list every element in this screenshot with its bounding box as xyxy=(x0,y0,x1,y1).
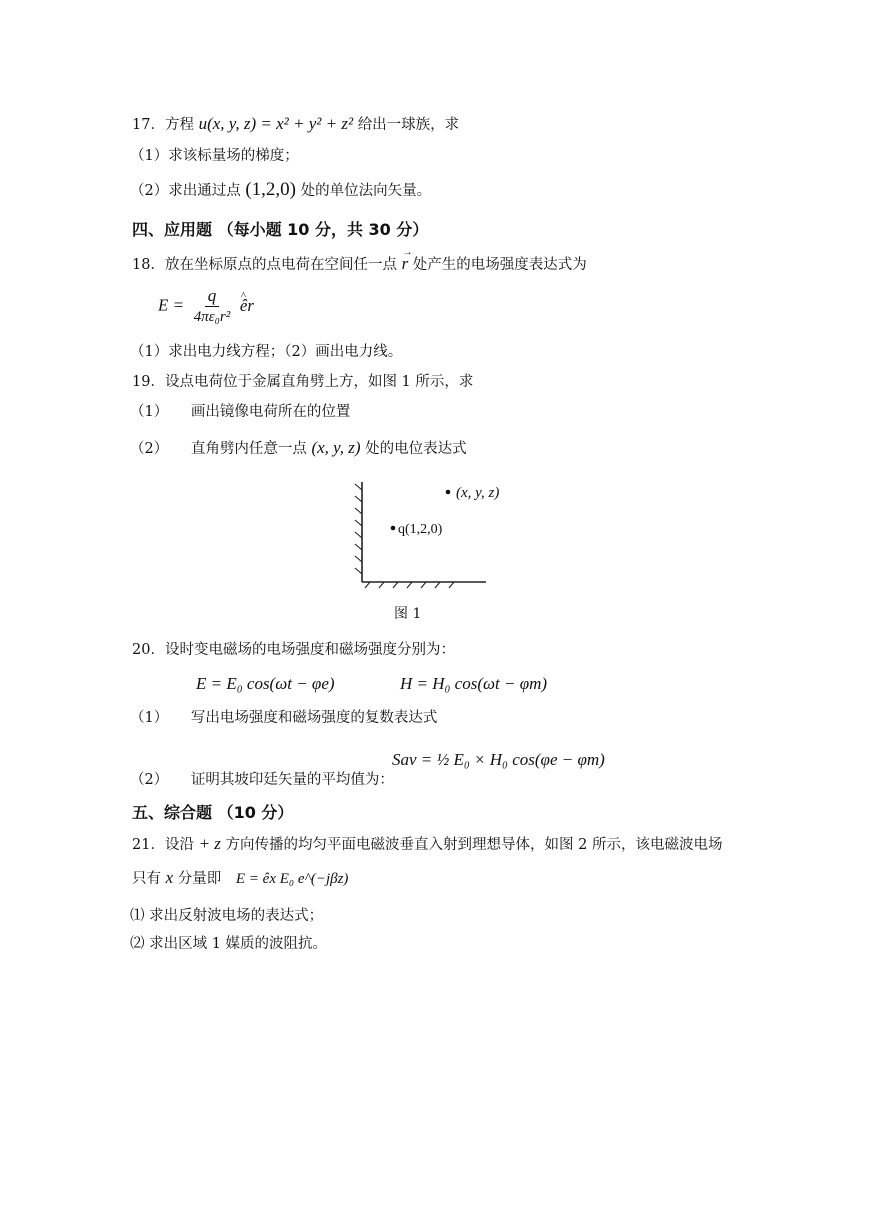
q20-eq-s xyxy=(392,750,605,771)
q18-fraction xyxy=(191,286,233,327)
q19-part2-prefix: 直角劈内任意一点 xyxy=(190,441,307,457)
q21-part2: ⑵ 求出区域 1 媒质的波阻抗。 xyxy=(130,936,328,952)
q21-equation: E = êx E₀ e^(−jβz) xyxy=(235,871,349,887)
q19-stem: 19．设点电荷位于金属直角劈上方，如图 1 所示，求 xyxy=(132,374,474,390)
q21-line1-suffix: 方向传播的均匀平面电磁波垂直入射到理想导体，如图 2 所示，该电磁波电场 xyxy=(225,837,723,853)
section5-title: 五、综合题 （10 分） xyxy=(132,803,294,822)
q19-part1 xyxy=(130,402,350,422)
q18-stem xyxy=(132,254,587,275)
q20-part1-text: 写出电场强度和磁场强度的复数表达式 xyxy=(190,710,438,726)
q17-equation: u(x, y, z) = x² + y² + z² xyxy=(198,114,354,133)
q20-part1-label: （1） xyxy=(130,710,169,726)
q18-parts: （1）求出电力线方程；（2）画出电力线。 xyxy=(130,344,403,360)
q17-suffix: 给出一球族，求 xyxy=(357,117,460,133)
q20-eq-s-text: Sav = ½ E₀ × H₀ cos(φe − φm) xyxy=(392,750,605,769)
section4-title: 四、应用题 （每小题 10 分，共 30 分） xyxy=(132,220,429,239)
q19-part2-point: (x, y, z) xyxy=(311,438,361,457)
q19-part1-label: （1） xyxy=(130,404,169,420)
q17-part2-suffix: 处的单位法向矢量。 xyxy=(300,183,432,199)
q20-eq-e-text: E = E₀ cos(ωt − φe) xyxy=(196,674,335,693)
q20-eq-h xyxy=(400,674,547,695)
q20-part2-label: （2） xyxy=(130,772,169,788)
q20-stem: 20．设时变电磁场的电场强度和磁场强度分别为： xyxy=(132,642,455,658)
q17-line xyxy=(132,114,459,135)
q20-part2 xyxy=(130,770,394,790)
q17-part1: （1）求该标量场的梯度； xyxy=(130,148,299,164)
q17-point: (1,2,0) xyxy=(245,179,296,200)
q19-part2-suffix: 处的电位表达式 xyxy=(365,441,467,457)
q21-line2-var: x xyxy=(165,868,174,887)
q21-line1 xyxy=(132,834,722,855)
q19-part1-text: 画出镜像电荷所在的位置 xyxy=(190,404,351,420)
q21-line1-prefix: 21．设沿 xyxy=(132,837,194,853)
q18-denominator: 4πε₀r² xyxy=(193,309,231,325)
field-point-label: (x, y, z) xyxy=(456,485,500,501)
q21-line2-suffix: 分量即 xyxy=(177,871,222,887)
q20-eq-h-text: H = H₀ cos(ωt − φm) xyxy=(400,674,548,693)
q19-part2-label: （2） xyxy=(130,441,169,457)
q21-line2-prefix: 只有 xyxy=(132,871,161,887)
q21-line2 xyxy=(132,868,348,889)
q21-line1-var: + z xyxy=(198,834,221,853)
q18-var-r: → r xyxy=(402,254,409,274)
q19-part2 xyxy=(130,438,467,459)
q20-part2-text: 证明其坡印廷矢量的平均值为： xyxy=(190,772,394,788)
q18-formula-lhs: E = xyxy=(158,295,185,315)
wedge-horizontal-hatching xyxy=(365,582,454,588)
q18-numerator: q xyxy=(205,286,220,307)
q18-suffix: 处产生的电场强度表达式为 xyxy=(412,257,587,273)
figure1-caption: 图 1 xyxy=(394,606,422,622)
q18-unit-vector: ^ êr xyxy=(240,296,254,316)
q17-part2-prefix: （2）求出通过点 xyxy=(130,183,241,199)
q18-prefix: 18．放在坐标原点的点电荷在空间任一点 xyxy=(132,257,397,273)
wedge-vertical-hatching xyxy=(355,484,362,574)
q20-part1 xyxy=(130,708,437,728)
q17-prefix: 17．方程 xyxy=(132,117,194,133)
field-point-dot xyxy=(446,490,451,495)
q20-eq-e xyxy=(196,674,335,695)
charge-dot xyxy=(391,526,396,531)
figure1-wedge-diagram xyxy=(340,476,500,596)
q21-part1: ⑴ 求出反射波电场的表达式； xyxy=(130,908,324,924)
q17-part2 xyxy=(130,180,431,201)
q18-formula xyxy=(158,286,254,327)
charge-label: q(1,2,0) xyxy=(398,522,443,537)
